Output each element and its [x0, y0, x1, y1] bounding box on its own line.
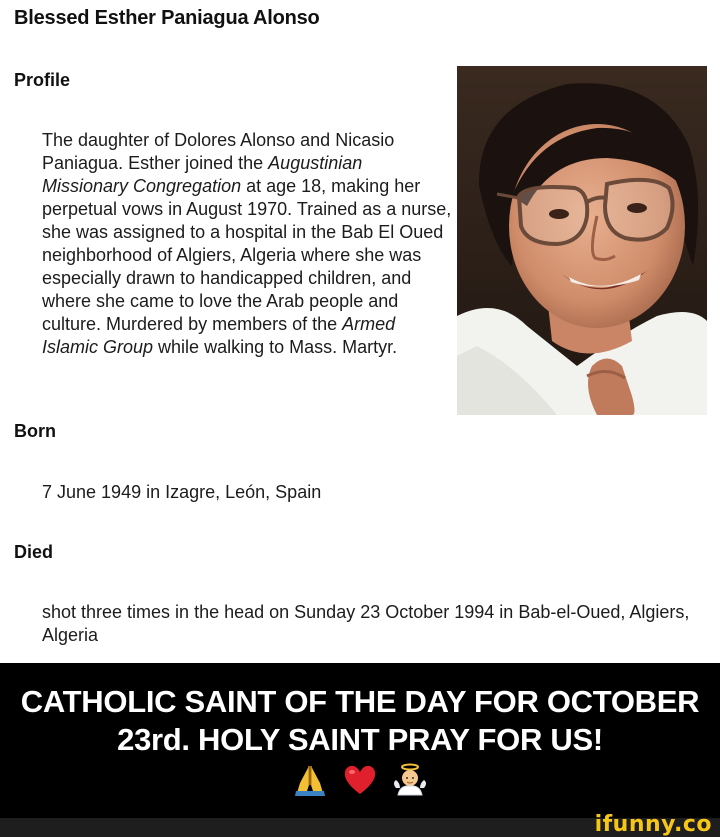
praying-hands-icon — [292, 763, 328, 797]
profile-text-part-2: at age 18, making her perpetual vows in August 1970. Trained as a nurse, she was assigned to a hospital in the Bab El Oued neighborhood of Algiers, Algeria where she was especially drawn to handicapped children, and where she came to love the Arab people and culture. Murdered by members of the — [42, 176, 452, 334]
baby-angel-icon — [392, 763, 428, 797]
caption-banner — [0, 663, 720, 818]
profile-text-part-3: while walking to Mass. Martyr. — [153, 337, 398, 357]
emoji-row — [0, 763, 720, 797]
died-heading: Died — [14, 542, 54, 562]
ifunny-watermark: ifunny.co — [594, 812, 712, 837]
footer-bar — [0, 812, 720, 837]
portrait-photo — [457, 66, 707, 415]
profile-heading: Profile — [14, 70, 71, 90]
born-heading: Born — [14, 421, 56, 441]
died-text: shot three times in the head on Sunday 23 October 1994 in Bab-el-Oued, Algiers, Algeria — [42, 602, 690, 645]
profile-text-part-1: The daughter of Dolores Alonso and Nicasio Paniagua. Esther joined the — [42, 130, 395, 173]
profile-text — [42, 129, 452, 359]
page-title: Blessed Esther Paniagua Alonso — [14, 7, 320, 29]
portrait-image — [457, 66, 707, 415]
banner-caption: CATHOLIC SAINT OF THE DAY FOR OCTOBER 23rd. HOLY SAINT PRAY FOR US! — [20, 684, 700, 757]
red-heart-icon — [342, 763, 378, 797]
profile-italic-armed-group: Armed Islamic Group — [42, 314, 396, 357]
born-text: 7 June 1949 in Izagre, León, Spain — [42, 482, 322, 502]
profile-italic-congregation: Augustinian Missionary Congregation — [42, 153, 363, 196]
